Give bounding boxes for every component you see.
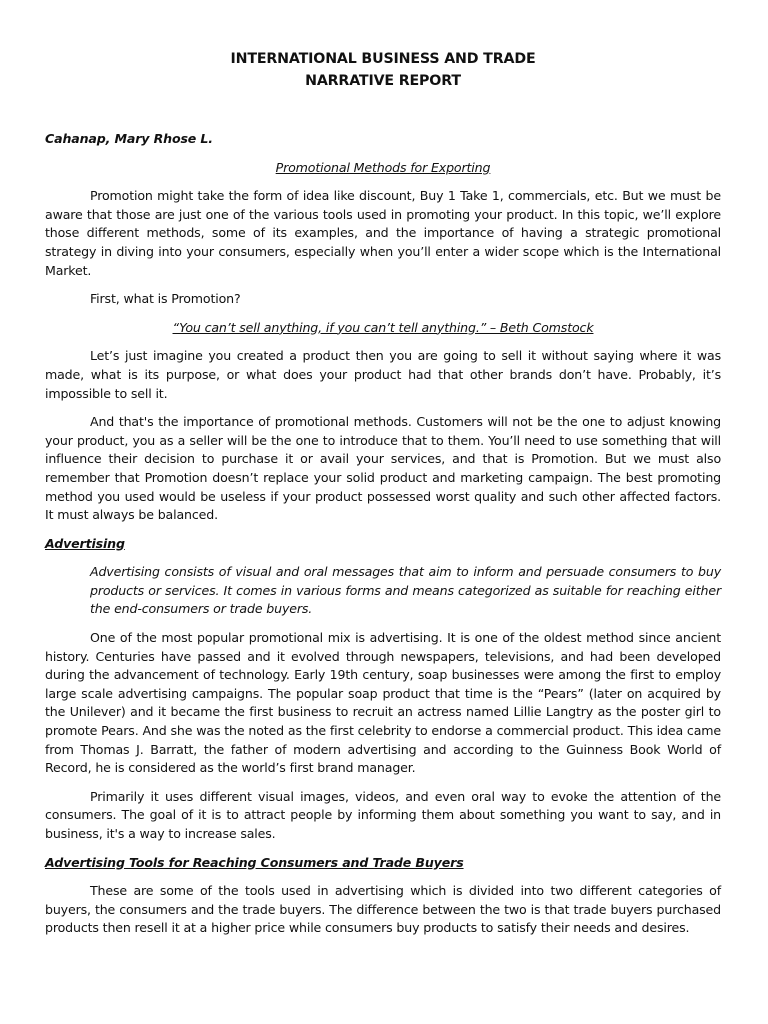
paragraph-importance: And that's the importance of promotional methods. Customers will not be the one to adjust knowing your product, you as a seller will be the one to introduce that to them. You’ll need to use something that will influence their decision to purchase it or avail your services, and that is Promotion. But we must also remember that Promotion doesn’t replace your solid product and marketing campaign. The best promoting method you used would be useless if your product possessed worst quality and such other affected factors. It must always be balanced.: [45, 414, 721, 523]
heading-advertising: Advertising: [45, 535, 125, 551]
paragraph-primarily: Primarily it uses different visual images, videos, and even oral way to evoke the attention of the consumers. The goal of it is to attract people by informing them about something you want to say, and in business, it's a way to increase sales.: [45, 788, 721, 841]
paragraph-imagine: Let’s just imagine you created a product then you are going to sell it without saying where it was made, what is its purpose, or what does your product had that other brands don’t have. Probably, it’s impossible to sell it.: [45, 348, 721, 401]
document-title-line-2: NARRATIVE REPORT: [305, 73, 461, 89]
paragraph-question: First, what is Promotion?: [90, 291, 241, 307]
heading-advertising-tools: Advertising Tools for Reaching Consumers and Trade Buyers: [45, 854, 464, 870]
paragraph-intro: Promotion might take the form of idea like discount, Buy 1 Take 1, commercials, etc. But we must be aware that those are just one of the various tools used in promoting your product. In this topic, we’ll explore those different methods, some of its examples, and the importance of having a strategic promotional strategy in diving into your consumers, especially when you’ll enter a wider scope which is the International Market.: [45, 188, 721, 278]
paragraph-tools: These are some of the tools used in advertising which is divided into two different categories of buyers, the consumers and the trade buyers. The difference between the two is that trade buyers purchased products then resell it at a higher price while consumers buy products to satisfy their needs and desires.: [45, 883, 721, 936]
advertising-definition: Advertising consists of visual and oral messages that aim to inform and persuade consumers to buy products or services. It comes in various forms and means categorized as suitable for reaching either the end-consumers or trade buyers.: [90, 564, 721, 617]
document-page: [45, 48, 721, 938]
document-title-line-1: INTERNATIONAL BUSINESS AND TRADE: [230, 51, 536, 67]
section-title: Promotional Methods for Exporting: [275, 159, 491, 175]
author-name: Cahanap, Mary Rhose L.: [45, 131, 213, 146]
paragraph-history: One of the most popular promotional mix is advertising. It is one of the oldest method since ancient history. Centuries have passed and it evolved through newspapers, televisions, and had been developed during the advancement of technology. Early 19th century, soap businesses were among the first to employ large scale advertising campaigns. The popular soap product that time is the “Pears” (later on acquired by the Unilever) and it became the first business to recruit an actress named Lillie Langtry as the poster girl to promote Pears. And she was the noted as the first celebrity to endorse a commercial product. This idea came from Thomas J. Barratt, the father of modern advertising and according to the Guinness Book World of Record, he is considered as the world’s first brand manager.: [45, 630, 721, 776]
quote: “You can’t sell anything, if you can’t tell anything.” – Beth Comstock: [172, 319, 594, 335]
